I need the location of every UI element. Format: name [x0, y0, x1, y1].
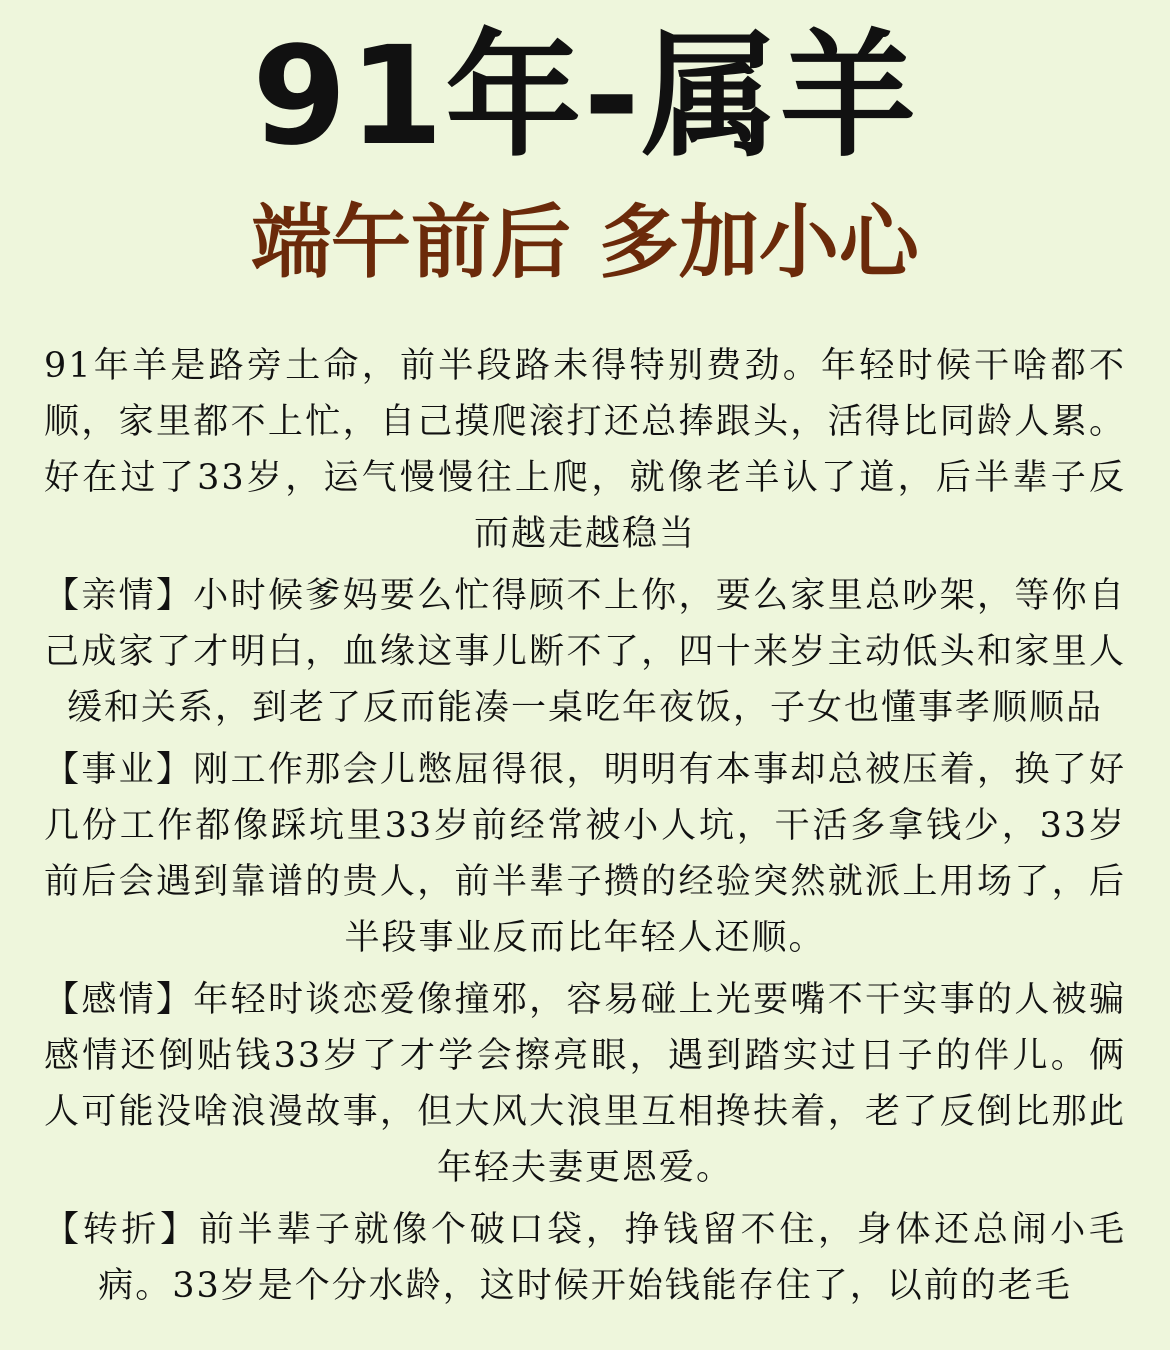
paragraph-turning-point-text: 前半辈子就像个破口袋，挣钱留不住，身体还总闹小毛病。33岁是个分水龄，这时候开始钱能存住了，以前的老毛: [98, 1210, 1126, 1306]
paragraph-turning-point: [44, 1202, 1126, 1314]
paragraph-love: [44, 972, 1126, 1196]
page-subtitle: 端午前后 多加小心: [251, 196, 919, 289]
section-label-turning-point: 【转折】: [44, 1210, 199, 1250]
section-label-career: 【事业】: [44, 750, 194, 790]
paragraph-family-text: 小时候爹妈要么忙得顾不上你，要么家里总吵架，等你自己成家了才明白，血缘这事儿断不了，四十来岁主动低头和家里人缓和关系，到老了反而能凑一桌吃年夜饭，子女也懂事孝顺顺品: [44, 576, 1126, 728]
page-title: 91年-属羊: [252, 18, 918, 176]
section-label-love: 【感情】: [44, 980, 194, 1020]
paragraph-career-text: 刚工作那会儿憋屈得很，明明有本事却总被压着，换了好几份工作都像踩坑里33岁前经常被小人坑，干活多拿钱少，33岁前后会遇到靠谱的贵人，前半辈子攒的经验突然就派上用场了，后半段事业反而比年轻人还顺。: [44, 750, 1126, 958]
section-label-family: 【亲情】: [44, 576, 194, 616]
paragraph-family: [44, 568, 1126, 736]
paragraph-career: [44, 742, 1126, 966]
paragraph-intro: [44, 338, 1126, 562]
paragraph-intro-text: 91年羊是路旁土命，前半段路未得特别费劲。年轻时候干啥都不顺，家里都不上忙，自己摸爬滚打还总捧跟头，活得比同龄人累。好在过了33岁，运气慢慢往上爬，就像老羊认了道，后半辈子反而越走越稳当: [44, 346, 1126, 554]
article-body: [44, 338, 1126, 1314]
paragraph-love-text: 年轻时谈恋爱像撞邪，容易碰上光要嘴不干实事的人被骗感情还倒贴钱33岁了才学会擦亮眼，遇到踏实过日子的伴儿。俩人可能没啥浪漫故事，但大风大浪里互相搀扶着，老了反倒比那此年轻夫妻更恩爱。: [44, 980, 1126, 1188]
